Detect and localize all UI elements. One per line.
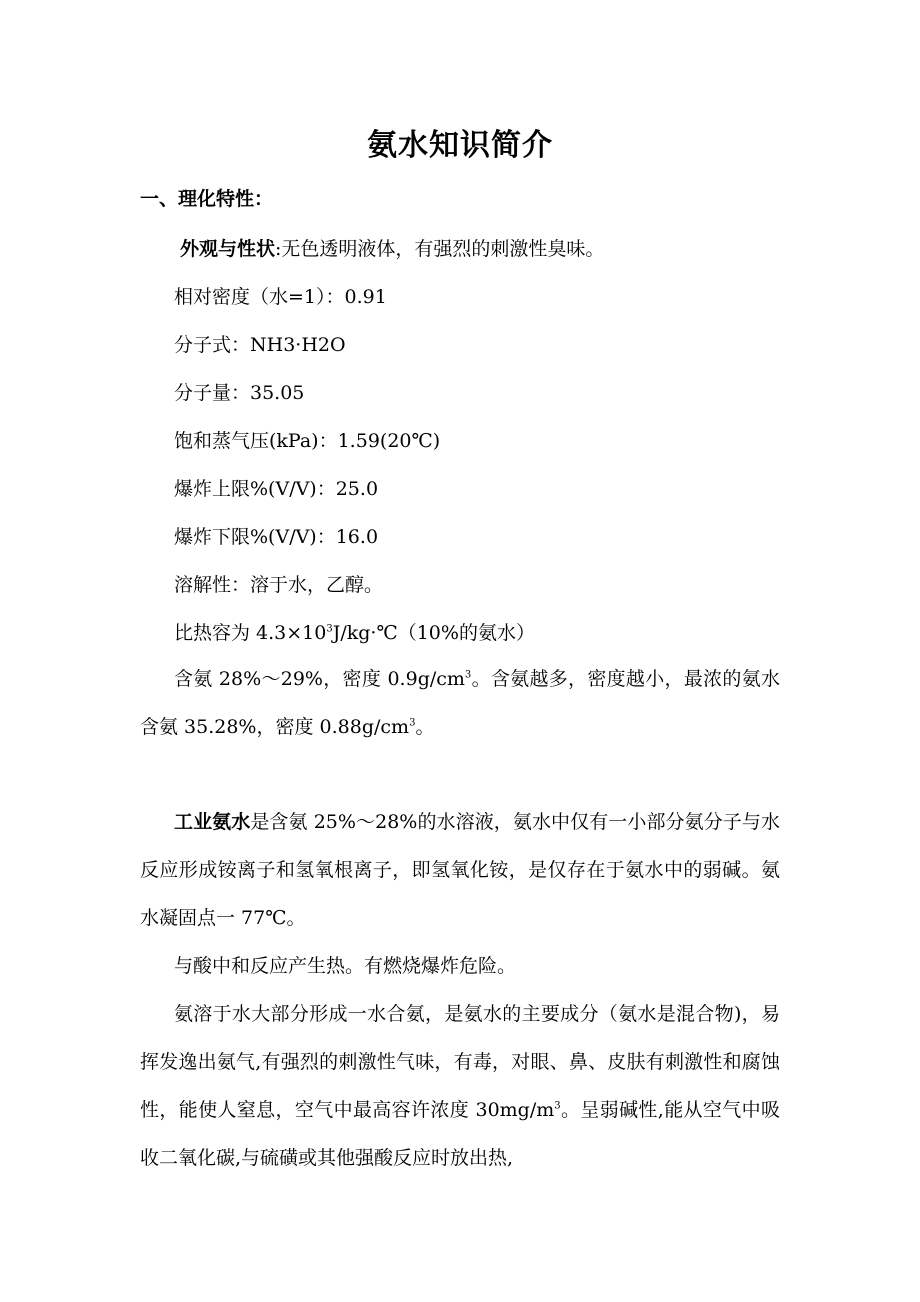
explosion-lower-line: 爆炸下限%(V/V)：16.0 xyxy=(174,526,379,548)
neutralization-paragraph: 与酸中和反应产生热。有燃烧爆炸危险。 xyxy=(174,955,517,977)
dissolution-text-b: 。呈弱碱性,能从空气中吸收二氧化碳,与硫磺或其他强酸反应时放出热, xyxy=(140,1099,780,1169)
ammonia-content-text-b: 。含氨越多，密度越小，最浓的氨水含氨 35.28%，密度 0.88g/cm xyxy=(140,668,780,738)
appearance-value: :无色透明液体，有强烈的刺激性臭味。 xyxy=(275,238,605,260)
ammonia-content-text-a: 含氨 28%～29%，密度 0.9g/cm xyxy=(174,668,465,690)
specific-heat-pre: 比热容为 4.3×10 xyxy=(174,622,327,644)
document-title: 氨水知识简介 xyxy=(367,128,553,163)
specific-heat-exponent: 3 xyxy=(326,623,333,635)
ammonia-content-paragraph xyxy=(140,655,780,751)
ammonia-content-unit-sup-1: 3 xyxy=(464,669,472,681)
industrial-ammonia-label: 工业氨水 xyxy=(174,811,251,833)
formula-line: 分子式：NH3·H2O xyxy=(174,334,346,356)
dissolution-paragraph xyxy=(140,990,780,1182)
density-line: 相对密度（水=1）：0.91 xyxy=(174,286,387,308)
explosion-upper-line: 爆炸上限%(V/V)：25.0 xyxy=(174,478,379,500)
dissolution-text-a: 氨溶于水大部分形成一水合氨，是氨水的主要成分（氨水是混合物)，易挥发逸出氨气,有强烈的刺激性气味，有毒，对眼、鼻、皮肤有刺激性和腐蚀性，能使人窒息，空气中最高容许浓度 30mg/m xyxy=(140,1003,780,1121)
ammonia-content-unit-sup-2: 3 xyxy=(409,717,416,729)
dissolution-unit-sup: 3 xyxy=(554,1100,561,1112)
vapor-pressure-line: 饱和蒸气压(kPa)：1.59(20℃) xyxy=(174,430,441,452)
molecular-weight-line: 分子量：35.05 xyxy=(174,382,305,404)
specific-heat-line xyxy=(174,618,535,645)
solubility-line: 溶解性：溶于水，乙醇。 xyxy=(174,574,384,596)
appearance-label: 外观与性状 xyxy=(180,238,276,260)
appearance-line xyxy=(180,234,604,261)
section-heading-properties: 一、理化特性： xyxy=(140,188,274,210)
industrial-ammonia-paragraph xyxy=(140,798,780,942)
ammonia-content-text-c: 。 xyxy=(415,716,435,738)
specific-heat-post: J/kg·℃（10%的氨水） xyxy=(332,622,535,644)
industrial-ammonia-text: 是含氨 25%～28%的水溶液，氨水中仅有一小部分氨分子与水反应形成铵离子和氢氧根离子，即氢氧化铵，是仅存在于氨水中的弱碱。氨水凝固点一 77℃。 xyxy=(140,811,780,929)
